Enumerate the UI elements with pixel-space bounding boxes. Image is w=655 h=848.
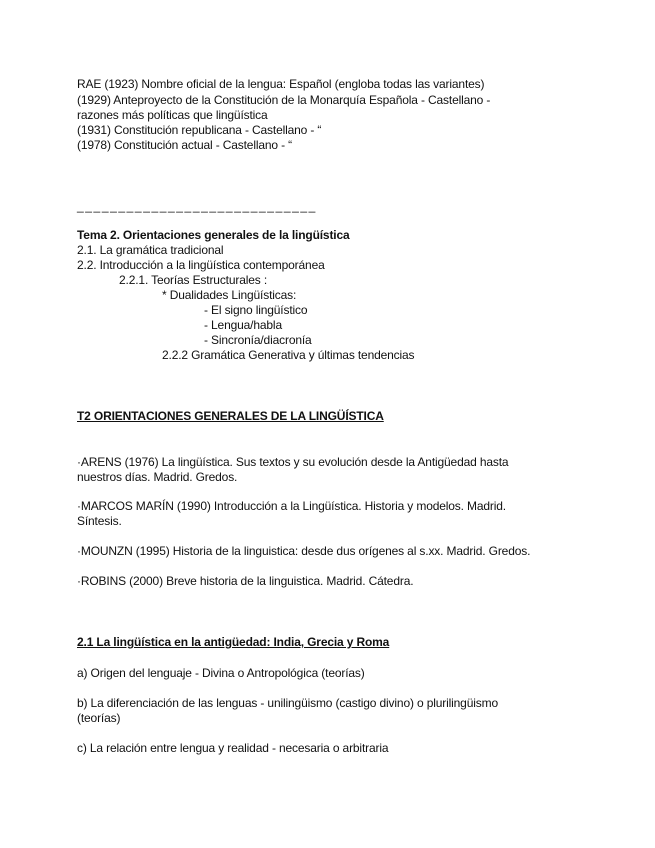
bib-mounzn: ·MOUNZN (1995) Historia de la linguistica: desde dus orígenes al s.xx. Madrid. Gredos.	[77, 544, 531, 558]
outline-item-2-2-2: 2.2.2 Gramática Generativa y últimas tendencias	[162, 348, 415, 362]
outline-lengua-habla: - Lengua/habla	[204, 318, 282, 332]
intro-line-rae: RAE (1923) Nombre oficial de la lengua: Español (engloba todas las variantes)	[77, 77, 485, 91]
bib-marcos-line-2: Síntesis.	[77, 514, 122, 528]
intro-line-1931: (1931) Constitución republicana - Castellano - “	[77, 123, 322, 137]
separator-line: _____________________________	[77, 199, 317, 213]
item-b-line-1: b) La diferenciación de las lenguas - unilingüismo (castigo divino) o plurilingüismo	[77, 696, 498, 710]
tema-title: Tema 2. Orientaciones generales de la lingüística	[77, 228, 350, 242]
outline-signo: - El signo lingüístico	[204, 303, 308, 317]
item-b-line-2: (teorías)	[77, 711, 121, 725]
intro-line-razones: razones más políticas que lingüística	[77, 108, 268, 122]
bib-robins: ·ROBINS (2000) Breve historia de la linguistica. Madrid. Cátedra.	[77, 574, 414, 588]
item-c-relacion: c) La relación entre lengua y realidad - necesaria o arbitraria	[77, 741, 389, 755]
section-t2-heading: T2 ORIENTACIONES GENERALES DE LA LINGÜÍSTICA	[77, 409, 384, 423]
intro-line-1929: (1929) Anteproyecto de la Constitución de la Monarquía Española - Castellano -	[77, 93, 491, 107]
outline-dualidades: * Dualidades Lingüísticas:	[162, 288, 297, 302]
bib-marcos-line-1: ·MARCOS MARÍN (1990) Introducción a la Lingüística. Historia y modelos. Madrid.	[77, 499, 506, 513]
item-a-origen: a) Origen del lenguaje - Divina o Antropológica (teorías)	[77, 666, 365, 680]
bib-arens-line-1: ·ARENS (1976) La lingüística. Sus textos y su evolución desde la Antigüedad hasta	[77, 455, 509, 469]
outline-item-2-2: 2.2. Introducción a la lingüística contemporánea	[77, 258, 325, 272]
bib-arens-line-2: nuestros días. Madrid. Gredos.	[77, 470, 238, 484]
outline-sincronia: - Sincronía/diacronía	[204, 333, 312, 347]
intro-line-1978: (1978) Constitución actual - Castellano - “	[77, 138, 292, 152]
outline-item-2-2-1: 2.2.1. Teorías Estructurales :	[119, 273, 268, 287]
outline-item-2-1: 2.1. La gramática tradicional	[77, 243, 224, 257]
section-2-1-heading: 2.1 La lingüística en la antigüedad: India, Grecia y Roma	[77, 635, 390, 649]
